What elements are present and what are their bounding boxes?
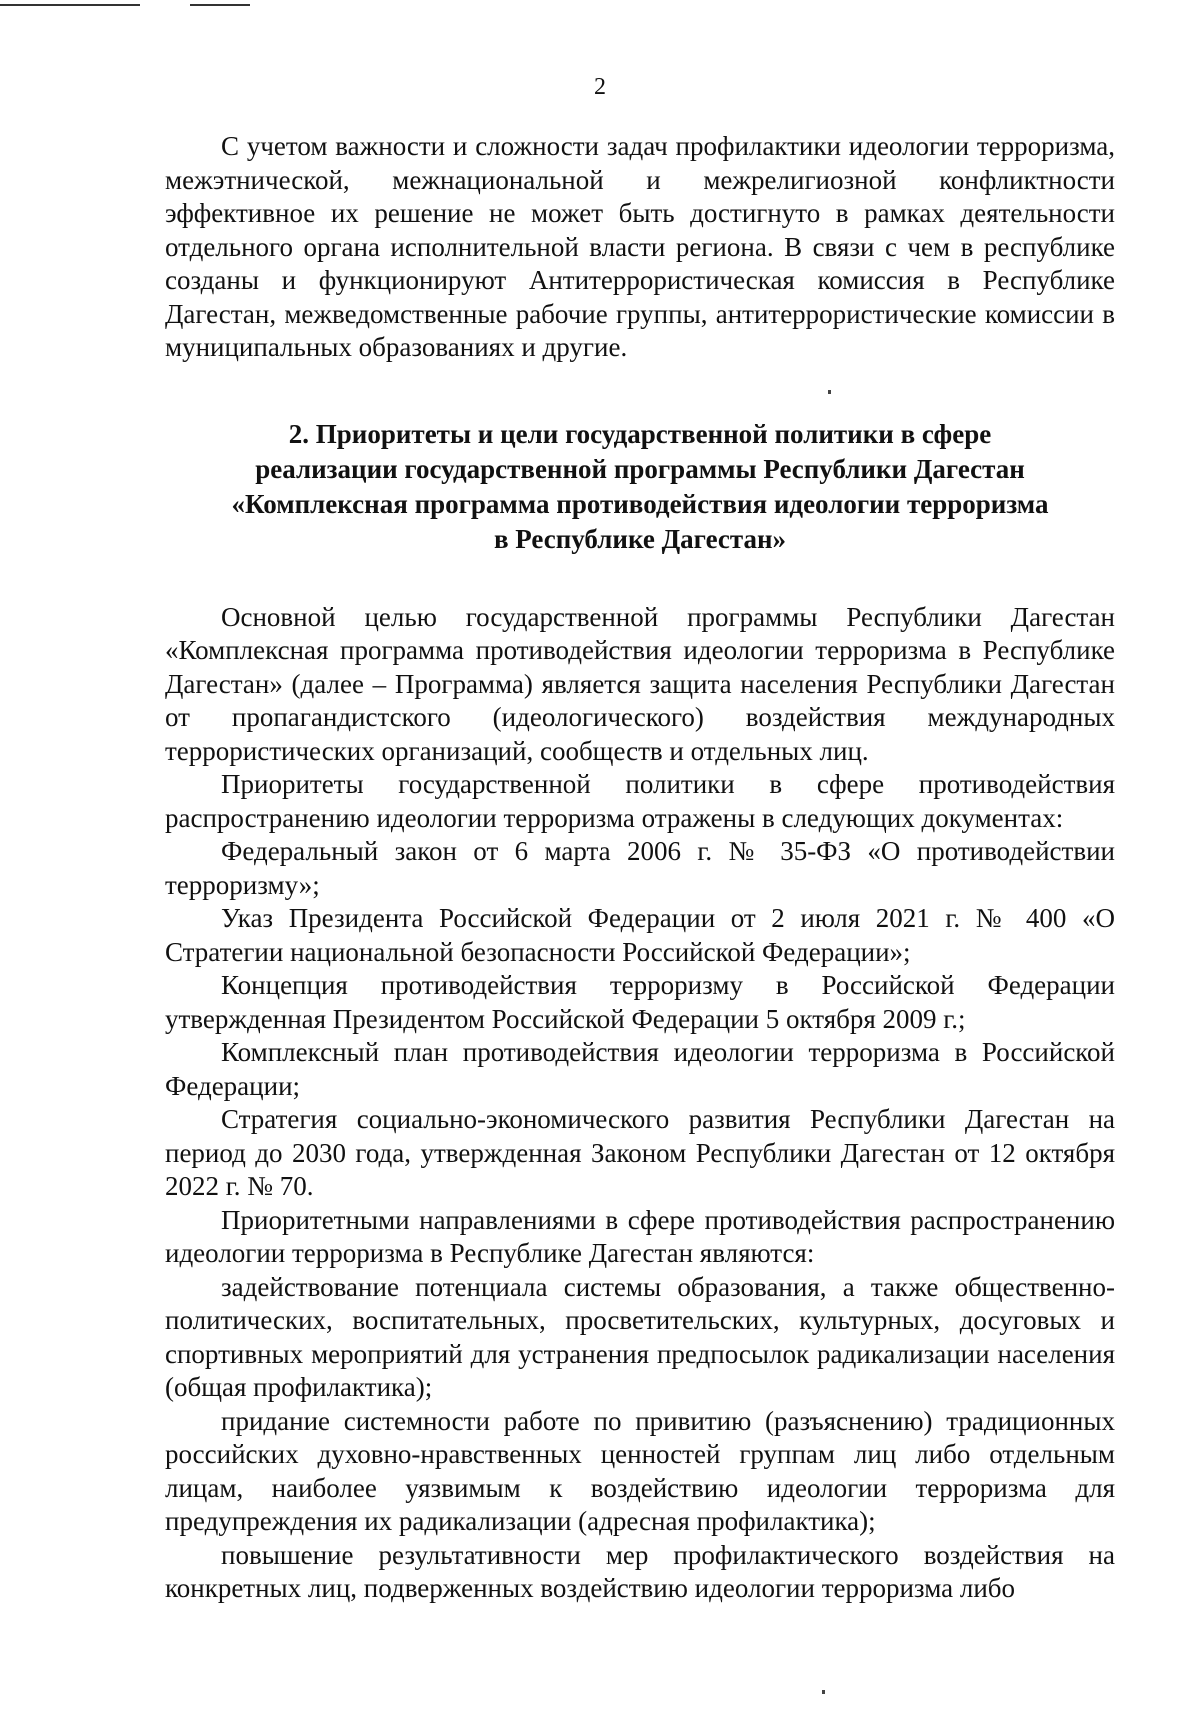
document-list-item: Указ Президента Российской Федерации от 2 июля 2021 г. № 400 «О Стратегии национальной безопасности Российской Федерации»; xyxy=(165,903,1115,967)
body-paragraph: Приоритетными направлениями в сфере противодействия распространению идеологии терроризма в Республике Дагестан являются: xyxy=(165,1204,1115,1268)
section-heading-line: «Комплексная программа противодействия идеологии терроризма xyxy=(231,488,1049,519)
intro-paragraph: С учетом важности и сложности задач профилактики идеологии терроризма, межэтнической, межнациональной и межрелигиозной конфликтности эффективное их решение не может быть достигнуто в рамках деятельности отдельного органа исполнительной власти региона. В связи с чем в республике созданы и функционируют Антитеррористическая комиссия в Республике Дагестан, межведомственные рабочие группы, антитеррористические комиссии в муниципальных образованиях и другие. xyxy=(165,131,1115,362)
body-paragraph: Приоритеты государственной политики в сфере противодействия распространению идеологии терроризма отражены в следующих документах: xyxy=(165,769,1115,833)
section-heading-line: реализации государственной программы Республики Дагестан xyxy=(255,453,1025,484)
scan-speck xyxy=(822,1690,825,1694)
section-heading-line: в Республике Дагестан» xyxy=(493,523,787,554)
scan-edge-mark xyxy=(0,4,140,6)
document-list-item: Комплексный план противодействия идеологии терроризма в Российской Федерации; xyxy=(165,1037,1115,1101)
priority-list-item: задействование потенциала системы образования, а также общественно-политических, воспитательных, просветительских, культурных, досуговых и спортивных мероприятий для устранения предпосылок радикализации населения (общая профилактика); xyxy=(165,1271,1115,1402)
document-body xyxy=(165,130,1115,1606)
page-number: 2 xyxy=(594,74,606,100)
document-list-item: Концепция противодействия терроризму в Российской Федерации утвержденная Президентом Российской Федерации 5 октября 2009 г.; xyxy=(165,970,1115,1034)
scan-edge-mark xyxy=(190,4,250,6)
scan-speck xyxy=(828,390,831,394)
priority-list-item: повышение результативности мер профилактического воздействия на конкретных лиц, подверженных воздействию идеологии терроризма либо xyxy=(165,1539,1115,1603)
document-list-item: Федеральный закон от 6 марта 2006 г. № 35-ФЗ «О противодействии терроризму»; xyxy=(165,836,1115,900)
priority-list-item: придание системности работе по привитию (разъяснению) традиционных российских духовно-нравственных ценностей группам лиц либо отдельным лицам, наиболее уязвимым к воздействию идеологии терроризма для предупреждения их радикализации (адресная профилактика); xyxy=(165,1405,1115,1536)
section-heading xyxy=(165,417,1115,557)
body-paragraph: Основной целью государственной программы Республики Дагестан «Комплексная программа противодействия идеологии терроризма в Республике Дагестан» (далее – Программа) является защита населения Республики Дагестан от пропагандистского (идеологического) воздействия международных террористических организаций, сообществ и отдельных лиц. xyxy=(165,601,1115,766)
document-list-item: Стратегия социально-экономического развития Республики Дагестан на период до 2030 года, утвержденная Законом Республики Дагестан от 12 октября 2022 г. № 70. xyxy=(165,1104,1115,1201)
section-heading-line: 2. Приоритеты и цели государственной политики в сфере xyxy=(288,418,992,449)
